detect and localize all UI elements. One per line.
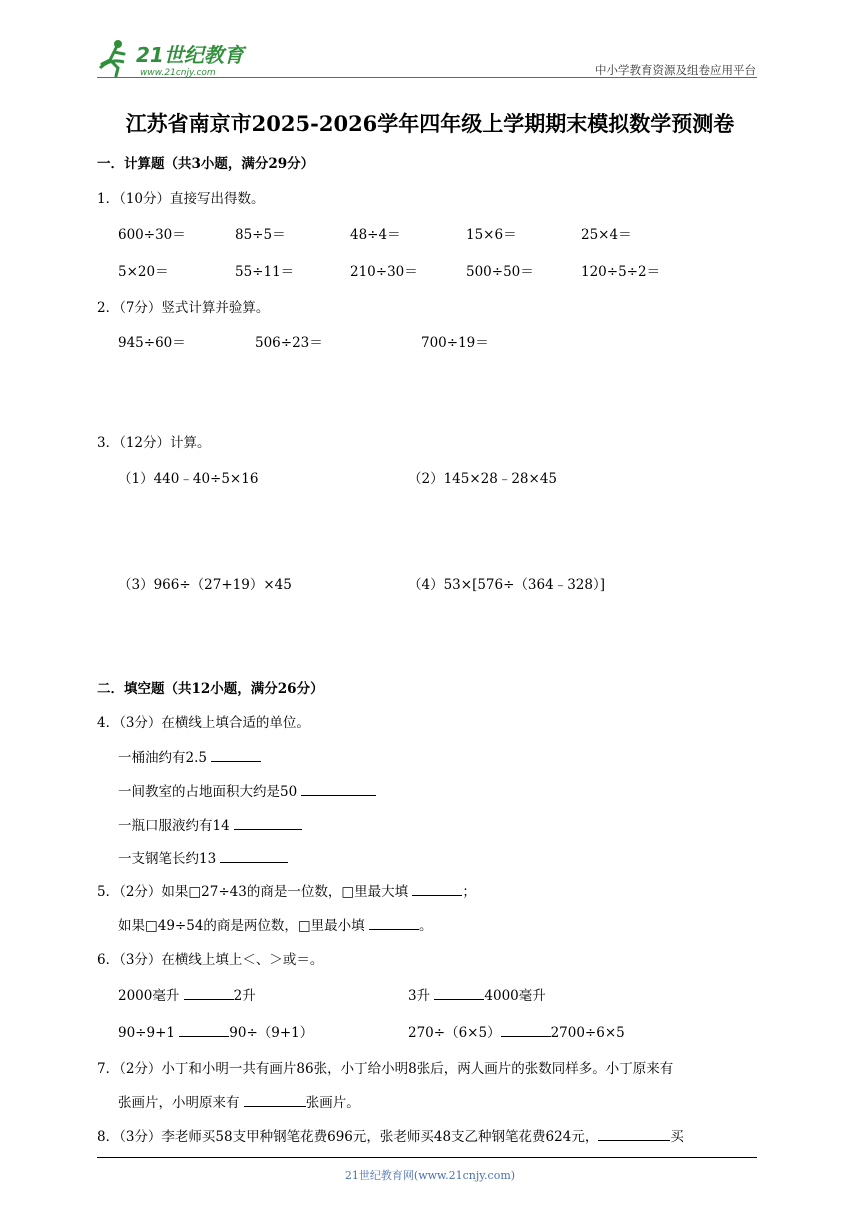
q4-line: 一桶油约有2.5 (118, 746, 261, 766)
question-8-stem: 8．（3分）李老师买58支甲种钢笔花费696元，张老师买48支乙种钢笔花费624元， 买 (97, 1129, 684, 1145)
svg-text:www.21cnjy.com: www.21cnjy.com (140, 68, 216, 78)
q4-line: 一支钢笔长约13 (118, 847, 288, 867)
q1-item: 500÷50＝ (466, 264, 534, 280)
answer-blank[interactable] (301, 783, 376, 796)
q4-line: 一间教室的占地面积大约是50 (118, 780, 376, 800)
question-7-line2: 张画片，小明原来有 张画片。 (118, 1095, 360, 1111)
q1-item: 25×4＝ (581, 227, 632, 243)
answer-blank[interactable] (234, 817, 302, 830)
question-2-stem: 2．（7分）竖式计算并验算。 (97, 300, 270, 316)
answer-blank[interactable] (434, 987, 484, 1000)
question-7-stem: 7．（2分）小丁和小明一共有画片86张，小丁给小明8张后，两人画片的张数同样多。小丁原来有 (97, 1061, 674, 1077)
q4-line: 一瓶口服液约有14 (118, 814, 302, 834)
section-heading-calculation: 一．计算题（共3小题，满分29分） (97, 156, 315, 172)
header-platform-text: 中小学教育资源及组卷应用平台 (595, 63, 756, 77)
answer-blank[interactable] (501, 1024, 551, 1037)
answer-blank[interactable] (184, 987, 234, 1000)
q1-item: 55÷11＝ (235, 264, 295, 280)
q2-item: 945÷60＝ (118, 335, 186, 351)
footer-text: 21世纪教育网(www.21cnjy.com) (344, 1169, 516, 1182)
q6-item: 270÷（6×5） 2700÷6×5 (408, 1025, 625, 1041)
q6-item: 2000毫升 2升 (118, 988, 256, 1004)
answer-blank[interactable] (244, 1094, 306, 1107)
q3-item: （4）53×[576÷（364﹣328）] (408, 577, 605, 593)
runner-icon (100, 40, 124, 76)
q1-item: 120÷5÷2＝ (581, 264, 661, 280)
q1-item: 210÷30＝ (350, 264, 418, 280)
answer-blank[interactable] (412, 883, 462, 896)
question-4-stem: 4．（3分）在横线上填合适的单位。 (97, 715, 310, 731)
section-heading-fill-in: 二．填空题（共12小题，满分26分） (97, 681, 324, 697)
site-logo (96, 38, 256, 80)
answer-blank[interactable] (211, 749, 261, 762)
answer-blank[interactable] (598, 1128, 670, 1141)
answer-blank[interactable] (369, 917, 419, 930)
q6-item: 90÷9+1 90÷（9+1） (118, 1025, 314, 1041)
page-title: 江苏省南京市2025-2026学年四年级上学期期末模拟数学预测卷 (125, 111, 735, 136)
question-5-stem: 5．（2分）如果□27÷43的商是一位数，□里最大填 ； (97, 884, 476, 900)
question-1-stem: 1．（10分）直接写出得数。 (97, 191, 265, 207)
svg-text:21世纪教育: 21世纪教育 (136, 43, 244, 67)
q2-item: 506÷23＝ (255, 335, 323, 351)
question-5-part-b: 如果□49÷54的商是两位数，□里最小填 。 (118, 918, 433, 934)
question-6-stem: 6．（3分）在横线上填上＜、＞或＝。 (97, 952, 324, 968)
q3-item: （3）966÷（27+19）×45 (118, 577, 292, 593)
q1-item: 15×6＝ (466, 227, 517, 243)
answer-blank[interactable] (179, 1024, 229, 1037)
q1-item: 5×20＝ (118, 264, 169, 280)
q3-item: （2）145×28﹣28×45 (408, 471, 558, 487)
q1-item: 600÷30＝ (118, 227, 186, 243)
q2-item: 700÷19＝ (421, 335, 489, 351)
question-3-stem: 3．（12分）计算。 (97, 435, 211, 451)
header-divider (97, 77, 757, 78)
q3-item: （1）440﹣40÷5×16 (118, 471, 259, 487)
q1-item: 85÷5＝ (235, 227, 286, 243)
q1-item: 48÷4＝ (350, 227, 401, 243)
footer-divider (97, 1157, 757, 1158)
q6-item: 3升 4000毫升 (408, 988, 546, 1004)
answer-blank[interactable] (220, 850, 288, 863)
